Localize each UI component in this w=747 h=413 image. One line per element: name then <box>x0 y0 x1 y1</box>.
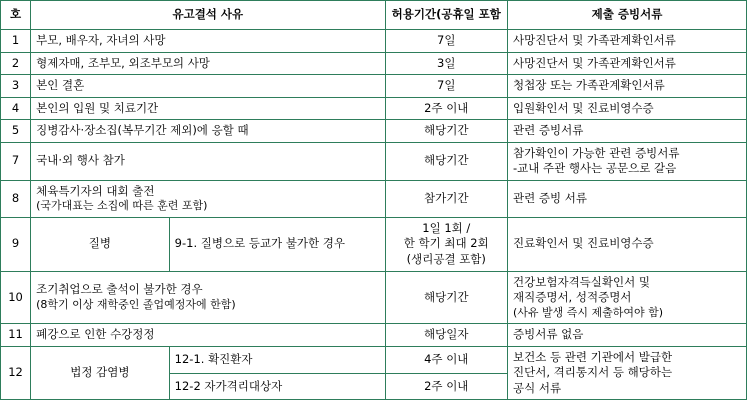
row-reason: 본인 결혼 <box>31 75 385 98</box>
row-period: 3일 <box>385 52 507 75</box>
row-period: 4주 이내 <box>385 346 507 373</box>
row-period-line2: 한 학기 최대 2회 <box>403 236 489 251</box>
row-period: 2주 이내 <box>385 97 507 120</box>
row-num: 7 <box>1 142 31 180</box>
row-docs <box>508 142 747 180</box>
row-docs-line3: 공식 서류 <box>513 380 562 395</box>
row-period-line3: (생리공결 포함) <box>406 252 486 266</box>
row-num: 11 <box>1 324 31 347</box>
row-docs: 청첩장 또는 가족관계확인서류 <box>508 75 747 98</box>
row-docs: 사망진단서 및 가족관계확인서류 <box>508 52 747 75</box>
row-reason-group: 법정 감염병 <box>31 346 170 400</box>
row-reason: 부모, 배우자, 자녀의 사망 <box>31 30 385 53</box>
row-reason: 폐강으로 인한 수강정정 <box>31 324 385 347</box>
table-row <box>1 120 747 143</box>
row-docs-line2: 진단서, 격리통지서 등 해당하는 <box>513 365 673 380</box>
row-num: 12 <box>1 346 31 400</box>
row-docs-line1: 참가확인이 가능한 관련 증빙서류 <box>513 145 680 160</box>
table-row <box>1 142 747 180</box>
row-reason-line1: 체육특기자의 대회 출전 <box>36 183 155 198</box>
row-num: 9 <box>1 217 31 271</box>
row-period: 7일 <box>385 30 507 53</box>
table-row <box>1 271 747 324</box>
row-reason-line2: (8학기 이상 재학중인 졸업예정자에 한함) <box>36 297 236 311</box>
row-num: 3 <box>1 75 31 98</box>
row-docs <box>508 346 747 400</box>
row-period: 해당일자 <box>385 324 507 347</box>
row-docs-line2: 재직증명서, 성적증명서 <box>513 290 632 305</box>
table-row <box>1 52 747 75</box>
header-period: 허용기간(공휴일 포함 <box>385 1 507 30</box>
row-docs: 사망진단서 및 가족관계확인서류 <box>508 30 747 53</box>
row-docs: 증빙서류 없음 <box>508 324 747 347</box>
row-period: 해당기간 <box>385 120 507 143</box>
table-body <box>1 30 747 400</box>
row-num: 2 <box>1 52 31 75</box>
header-reason: 유고결석 사유 <box>31 1 385 30</box>
row-reason-group: 질병 <box>31 217 170 271</box>
row-period: 참가기간 <box>385 180 507 217</box>
row-period: 2주 이내 <box>385 373 507 400</box>
row-reason: 국내·외 행사 참가 <box>31 142 385 180</box>
table-header-row <box>1 1 747 30</box>
row-period: 해당기간 <box>385 142 507 180</box>
row-docs-line1: 보건소 등 관련 기관에서 발급한 <box>513 349 673 364</box>
table-row <box>1 30 747 53</box>
row-reason: 징병감사·장소집(복무기간 제외)에 응할 때 <box>31 120 385 143</box>
row-docs-line2: -교내 주관 행사는 공문으로 갈음 <box>513 161 677 176</box>
row-period: 7일 <box>385 75 507 98</box>
row-docs: 관련 증빙 서류 <box>508 180 747 217</box>
header-num: 호 <box>1 1 31 30</box>
table-row <box>1 324 747 347</box>
row-num: 8 <box>1 180 31 217</box>
row-docs: 관련 증빙서류 <box>508 120 747 143</box>
table-header <box>1 1 747 30</box>
row-reason: 형제자매, 조부모, 외조부모의 사망 <box>31 52 385 75</box>
row-num: 10 <box>1 271 31 324</box>
header-docs: 제출 증빙서류 <box>508 1 747 30</box>
row-reason-detail: 9-1. 질병으로 등교가 불가한 경우 <box>169 217 385 271</box>
table-row <box>1 97 747 120</box>
row-reason-line1: 조기취업으로 출석이 불가한 경우 <box>36 282 203 297</box>
row-period-line1: 1일 1회 / <box>422 220 471 235</box>
row-period: 해당기간 <box>385 271 507 324</box>
table-row <box>1 75 747 98</box>
row-docs: 진료확인서 및 진료비영수증 <box>508 217 747 271</box>
row-docs: 입원확인서 및 진료비영수증 <box>508 97 747 120</box>
row-docs-line1: 건강보험자격득실확인서 및 <box>513 274 650 289</box>
table-row <box>1 180 747 217</box>
row-reason-detail: 12-2 자가격리대상자 <box>169 373 385 400</box>
table-row <box>1 217 747 271</box>
table-row <box>1 346 747 373</box>
row-reason-line2: (국가대표는 소집에 따른 훈련 포함) <box>36 199 208 213</box>
row-num: 4 <box>1 97 31 120</box>
row-docs-line3: (사유 발생 즉시 제출하여야 함) <box>513 305 664 319</box>
row-reason <box>31 180 385 217</box>
row-reason <box>31 271 385 324</box>
row-docs <box>508 271 747 324</box>
row-period <box>385 217 507 271</box>
row-reason-detail: 12-1. 확진환자 <box>169 346 385 373</box>
row-num: 1 <box>1 30 31 53</box>
row-num: 5 <box>1 120 31 143</box>
row-reason: 본인의 입원 및 치료기간 <box>31 97 385 120</box>
